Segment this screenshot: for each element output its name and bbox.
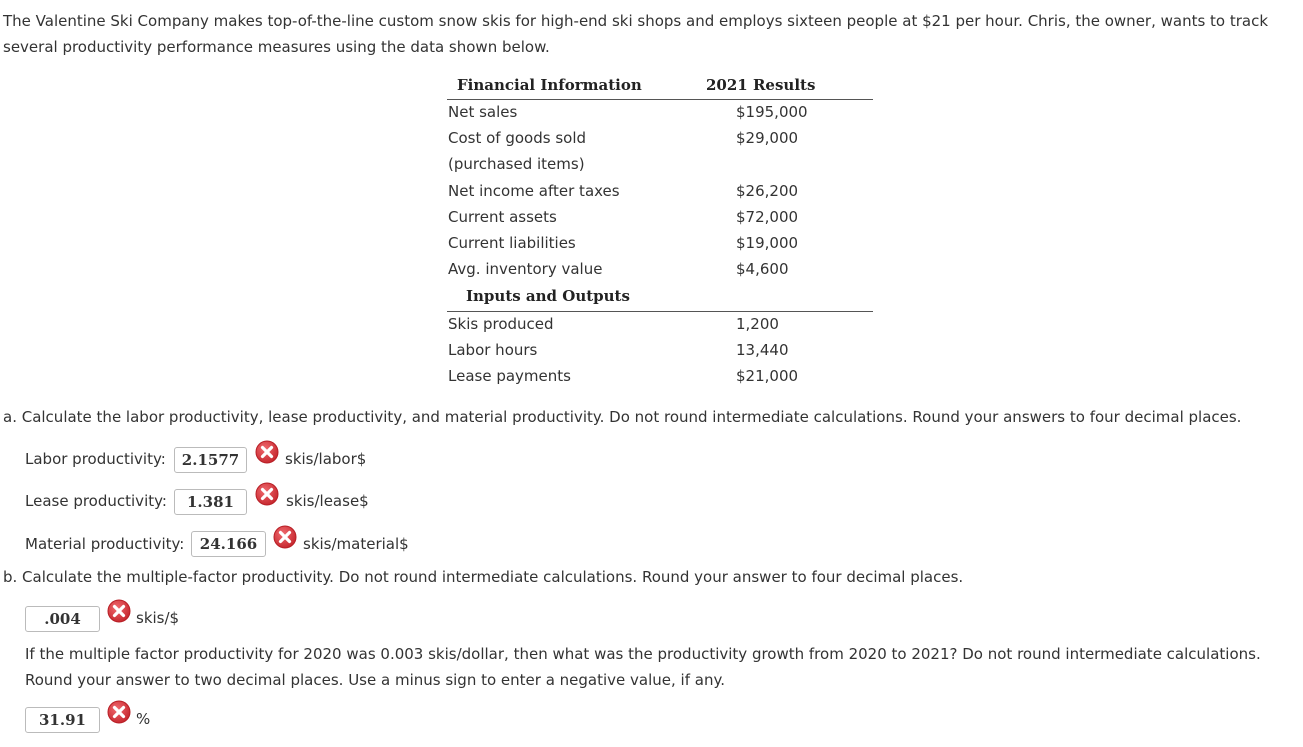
table-row-label: Skis produced	[448, 315, 554, 333]
table-row-label: Net sales	[448, 103, 518, 121]
x-circle-icon	[273, 525, 297, 549]
table-row-label: Net income after taxes	[448, 181, 620, 200]
lease-productivity-unit: skis/lease$	[286, 492, 369, 510]
productivity-growth-unit: %	[136, 710, 151, 728]
material-productivity-unit: skis/material$	[303, 535, 409, 553]
table-row-value: $195,000	[736, 103, 808, 121]
table-row-label: (purchased items)	[448, 155, 585, 174]
table-row-value: $19,000	[736, 234, 799, 252]
table-header-inputs-outputs: Inputs and Outputs	[466, 287, 630, 305]
multifactor-productivity-unit: skis/$	[136, 609, 180, 627]
multifactor-productivity-answer[interactable]: .004	[25, 606, 100, 632]
table-row-value: $29,000	[736, 129, 799, 148]
table-section-rule	[447, 311, 873, 312]
table-row-label: Lease payments	[448, 367, 571, 385]
table-row-value: $21,000	[736, 367, 799, 385]
x-circle-icon	[107, 599, 131, 623]
table-row-value: 1,200	[736, 315, 779, 333]
table-row-label: Labor hours	[448, 341, 538, 359]
lease-productivity-label: Lease productivity:	[25, 492, 167, 510]
table-header-rule	[447, 99, 873, 100]
table-row-value: $72,000	[736, 207, 799, 226]
table-row-label: Cost of goods sold	[448, 129, 587, 148]
table-row-label: Avg. inventory value	[448, 260, 603, 279]
table-row-label: Current liabilities	[448, 234, 576, 252]
table-header-financial: Financial Information	[457, 76, 642, 94]
table-row-value: 13,440	[736, 341, 789, 359]
table-row-value: $4,600	[736, 260, 789, 279]
x-circle-icon	[255, 482, 279, 506]
problem-intro: The Valentine Ski Company makes top-of-the-line custom snow skis for high-end ski shops and employs sixteen people at $21 per hour. Chris, the owner, wants to track several productivity performance measures using the data shown below.	[3, 12, 1269, 56]
productivity-growth-answer[interactable]: 31.91	[25, 707, 100, 733]
growth-question: If the multiple factor productivity for 2020 was 0.003 skis/dollar, then what was the productivity growth from 2020 to 2021? Do not round intermediate calculations. Round your answer to two decimal places. Use a minus sign to enter a negative value, if any.	[25, 645, 1261, 689]
part-b-question: b. Calculate the multiple-factor productivity. Do not round intermediate calculations. Round your answer to four decimal places.	[3, 568, 964, 586]
material-productivity-label: Material productivity:	[25, 535, 185, 553]
table-row-value: $26,200	[736, 181, 799, 200]
x-circle-icon	[255, 440, 279, 464]
lease-productivity-answer[interactable]: 1.381	[174, 489, 247, 515]
labor-productivity-label: Labor productivity:	[25, 450, 166, 468]
x-circle-icon	[107, 700, 131, 724]
labor-productivity-answer[interactable]: 2.1577	[174, 447, 247, 473]
table-row-label: Current assets	[448, 207, 557, 226]
labor-productivity-unit: skis/labor$	[285, 450, 367, 468]
part-a-question: a. Calculate the labor productivity, lease productivity, and material productivity. Do not round intermediate calculations. Round your answers to four decimal places.	[3, 408, 1242, 426]
material-productivity-answer[interactable]: 24.166	[191, 531, 266, 557]
table-header-results: 2021 Results	[706, 76, 816, 94]
